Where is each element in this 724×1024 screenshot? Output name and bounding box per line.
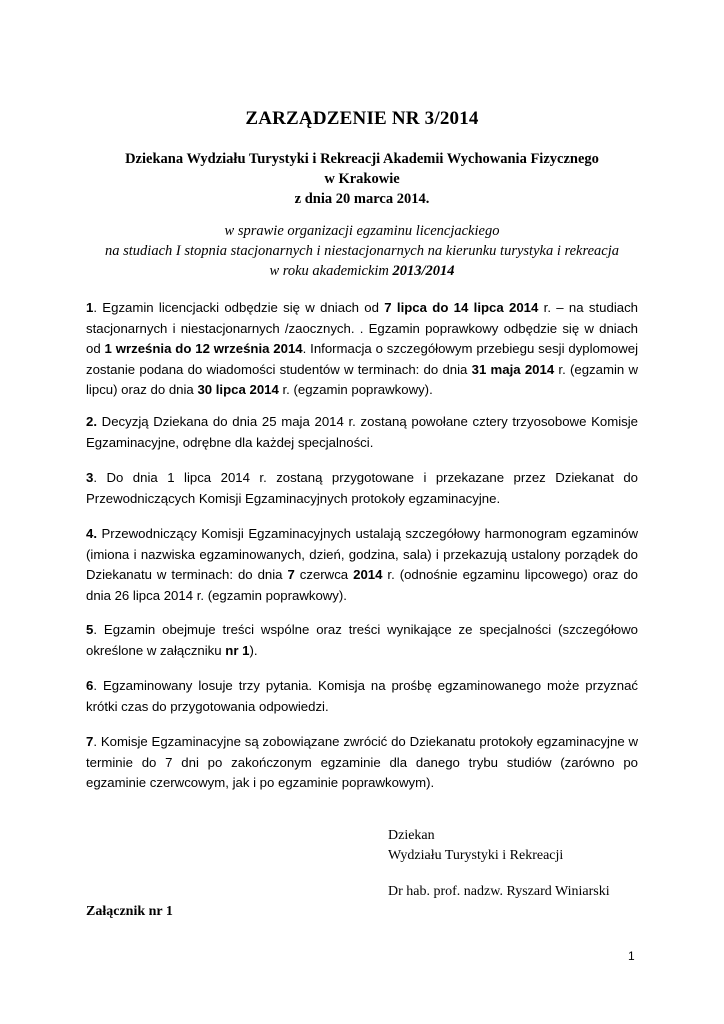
deadline-year: 2014 xyxy=(353,567,383,582)
paragraph-text: czerwca xyxy=(294,567,354,582)
annex-label: Załącznik nr 1 xyxy=(86,904,173,919)
subject-line-1: w sprawie organizacji egzaminu licencjackiego xyxy=(224,223,500,239)
paragraph-text: r. (egzamin w lipcu) oraz do dnia xyxy=(86,361,638,397)
issuer-block xyxy=(60,149,664,209)
paragraph-text: . Informacja o szczegółowym przebiegu sesji dyplomowej zostanie podana do wiadomości studentów w terminach: do dnia xyxy=(86,341,639,377)
subject-line-2: na studiach I stopnia stacjonarnych i niestacjonarnych na kierunku turystyka i rekreacja xyxy=(105,243,619,259)
paragraph-text: . Egzamin obejmuje treści wspólne oraz treści wynikające ze specjalności (szczegółowo określone w załączniku xyxy=(86,622,638,658)
subject-year-prefix: w roku akademickim xyxy=(269,263,393,279)
paragraph-number: 3 xyxy=(86,470,94,485)
paragraph-2 xyxy=(86,412,638,453)
paragraph-text: ). xyxy=(249,642,258,658)
issue-date: z dnia 20 marca 2014. xyxy=(294,191,430,207)
subject-block xyxy=(60,221,664,281)
paragraph-5 xyxy=(86,620,638,661)
paragraph-number: 7 xyxy=(86,734,94,749)
info-deadline-2: 30 lipca 2014 xyxy=(197,382,279,397)
signature-role: Dziekan xyxy=(388,828,435,843)
paragraph-text: . Egzaminowany losuje trzy pytania. Komisja na prośbę egzaminowanego może przyznać krótki czas do przygotowania odpowiedzi. xyxy=(86,678,638,714)
signature-name: Dr hab. prof. nadzw. Ryszard Winiarski xyxy=(388,884,610,899)
paragraph-text: . Egzamin licencjacki odbędzie się w dniach od xyxy=(93,300,385,315)
paragraph-number: 2. xyxy=(86,414,97,429)
paragraph-text: . Komisje Egzaminacyjne są zobowiązane zwrócić do Dziekanatu protokoły egzaminacyjne w terminie do 7 dni po zakończonym egzaminie dla danego trybu studiów (zarówno po egzaminie czerwcowym, jak i po egzaminie poprawkowym). xyxy=(86,734,638,790)
paragraph-text: Decyzją Dziekana do dnia 25 maja 2014 r. zostaną powołane cztery trzyosobowe Komisje Egzaminacyjne, odrębne dla każdej specjalności. xyxy=(86,414,638,450)
subject-line-3 xyxy=(60,261,664,281)
issuer-line: Dziekana Wydziału Turystyki i Rekreacji Akademii Wychowania Fizycznego xyxy=(125,151,599,167)
paragraph-text: r. (odnośnie egzaminu lipcowego) oraz do dnia 26 lipca 2014 r. (egzamin poprawkowy). xyxy=(86,567,638,603)
paragraph-number: 1 xyxy=(86,300,94,315)
paragraph-number: 4. xyxy=(86,526,97,541)
deadline-day: 7 xyxy=(287,567,295,582)
paragraph-number: 6 xyxy=(86,678,94,693)
paragraph-4 xyxy=(86,524,638,606)
paragraph-number: 5 xyxy=(86,622,94,637)
page-number: 1 xyxy=(628,949,635,963)
issuer-city: w Krakowie xyxy=(324,171,400,187)
document-title: ZARZĄDZENIE NR 3/2014 xyxy=(245,108,479,129)
annex-reference: nr 1 xyxy=(225,642,250,658)
paragraph-text: Przewodniczący Komisji Egzaminacyjnych ustalają szczegółowy harmonogram egzaminów (imiona i nazwiska egzaminowanych, dzień, godzina, sala) i przekazują ustalony porządek do Dziekanatu w terminach: do dnia xyxy=(86,526,638,582)
academic-year: 2013/2014 xyxy=(392,263,455,279)
signature-faculty: Wydziału Turystyki i Rekreacji xyxy=(388,848,564,863)
paragraph-7 xyxy=(86,732,638,794)
paragraph-3 xyxy=(86,468,638,509)
paragraph-1 xyxy=(86,298,638,401)
paragraph-6 xyxy=(86,676,638,717)
info-deadline-1: 31 maja 2014 xyxy=(471,361,555,377)
retake-dates: 1 września do 12 września 2014 xyxy=(104,341,303,356)
paragraph-text: r. (egzamin poprawkowy). xyxy=(278,382,433,397)
exam-dates: 7 lipca do 14 lipca 2014 xyxy=(384,300,539,315)
paragraph-text: r. – na studiach stacjonarnych i niestacjonarnych /zaocznych. . Egzamin poprawkowy odbędzie się w dniach od xyxy=(86,300,639,356)
paragraph-text: . Do dnia 1 lipca 2014 r. zostaną przygotowane i przekazane przez Dziekanat do Przewodniczących Komisji Egzaminacyjnych protokoły egzaminacyjne. xyxy=(86,470,638,506)
